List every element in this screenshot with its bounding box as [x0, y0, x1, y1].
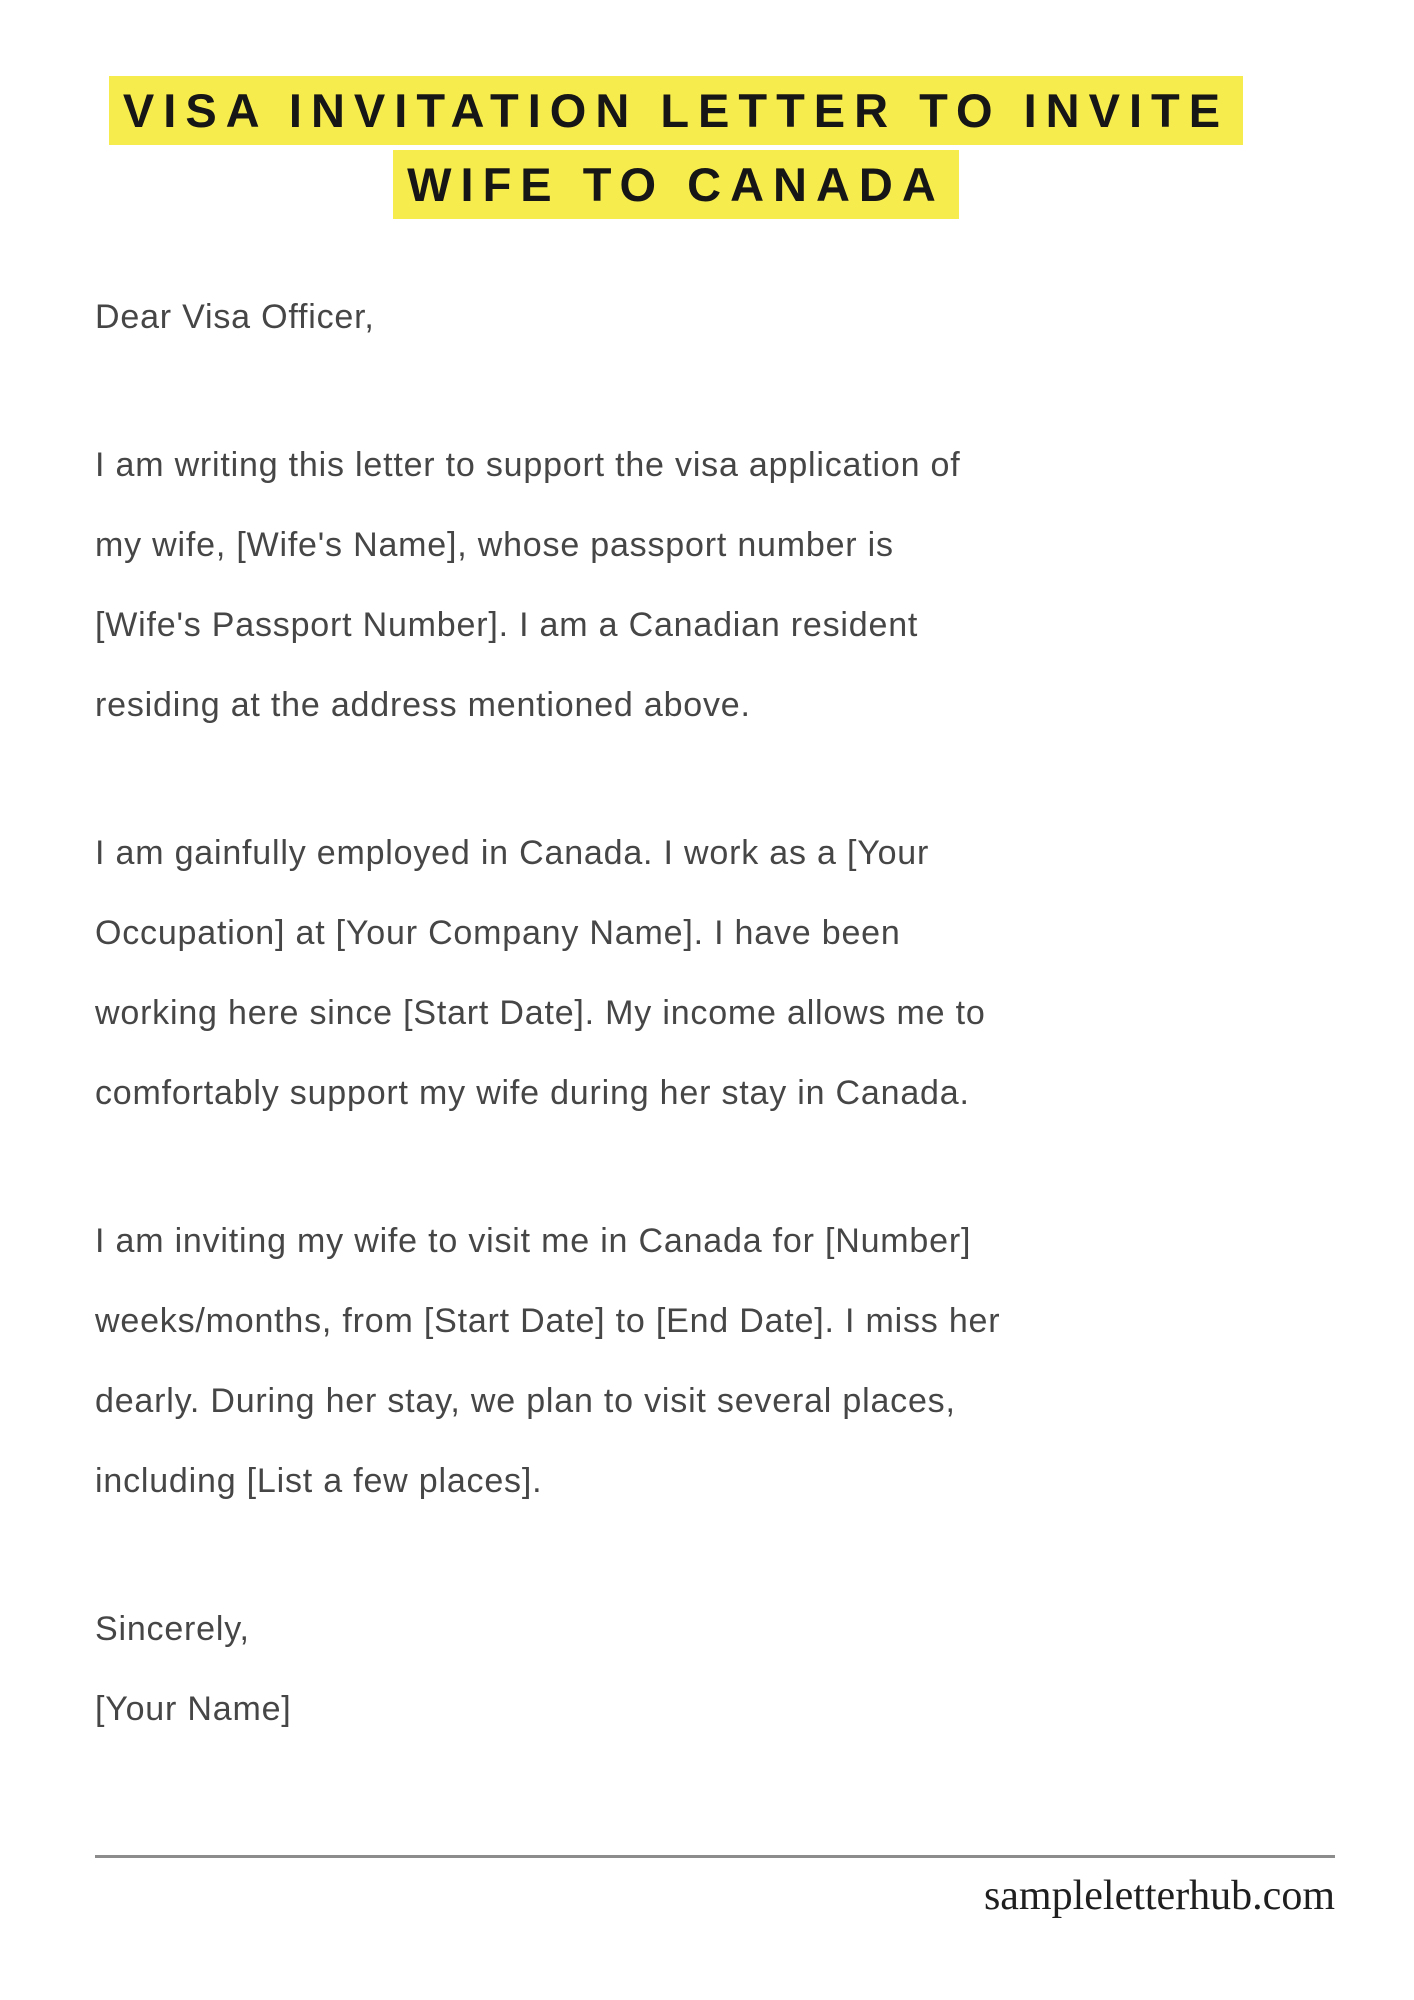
paragraph-2-line-3: working here since [Start Date]. My income allows me to	[95, 994, 986, 1032]
paragraph-2	[95, 813, 1354, 1133]
title-line-2-highlight: WIFE TO CANADA	[393, 150, 959, 219]
title-line-1	[0, 74, 1352, 148]
paragraph-2-line-1: I am gainfully employed in Canada. I work as a [Your	[95, 834, 930, 872]
paragraph-1-line-2: my wife, [Wife's Name], whose passport number is	[95, 526, 894, 564]
title-line-2	[0, 148, 1352, 222]
footer-divider	[95, 1855, 1335, 1858]
paragraph-3-line-1: I am inviting my wife to visit me in Canada for [Number]	[95, 1222, 972, 1260]
paragraph-1-line-3: [Wife's Passport Number]. I am a Canadian resident	[95, 606, 919, 644]
closing: Sincerely,	[95, 1610, 250, 1648]
page-footer	[95, 1855, 1335, 1920]
signature: [Your Name]	[95, 1690, 292, 1728]
paragraph-1-line-1: I am writing this letter to support the visa application of	[95, 446, 961, 484]
paragraph-3-line-3: dearly. During her stay, we plan to visit several places,	[95, 1382, 956, 1420]
paragraph-2-line-4: comfortably support my wife during her stay in Canada.	[95, 1074, 970, 1112]
document-title	[0, 74, 1352, 222]
paragraph-1-line-4: residing at the address mentioned above.	[95, 686, 751, 724]
paragraph-3-line-2: weeks/months, from [Start Date] to [End Date]. I miss her	[95, 1302, 1001, 1340]
closing-block	[95, 1589, 1354, 1749]
title-line-1-highlight: VISA INVITATION LETTER TO INVITE	[109, 76, 1243, 145]
paragraph-3-line-4: including [List a few places].	[95, 1462, 543, 1500]
letter-body	[95, 277, 1354, 1749]
footer-website: sampleletterhub.com	[983, 1873, 1335, 1919]
paragraph-1	[95, 425, 1354, 745]
paragraph-3	[95, 1201, 1354, 1521]
paragraph-2-line-2: Occupation] at [Your Company Name]. I have been	[95, 914, 901, 952]
salutation: Dear Visa Officer,	[95, 298, 375, 336]
